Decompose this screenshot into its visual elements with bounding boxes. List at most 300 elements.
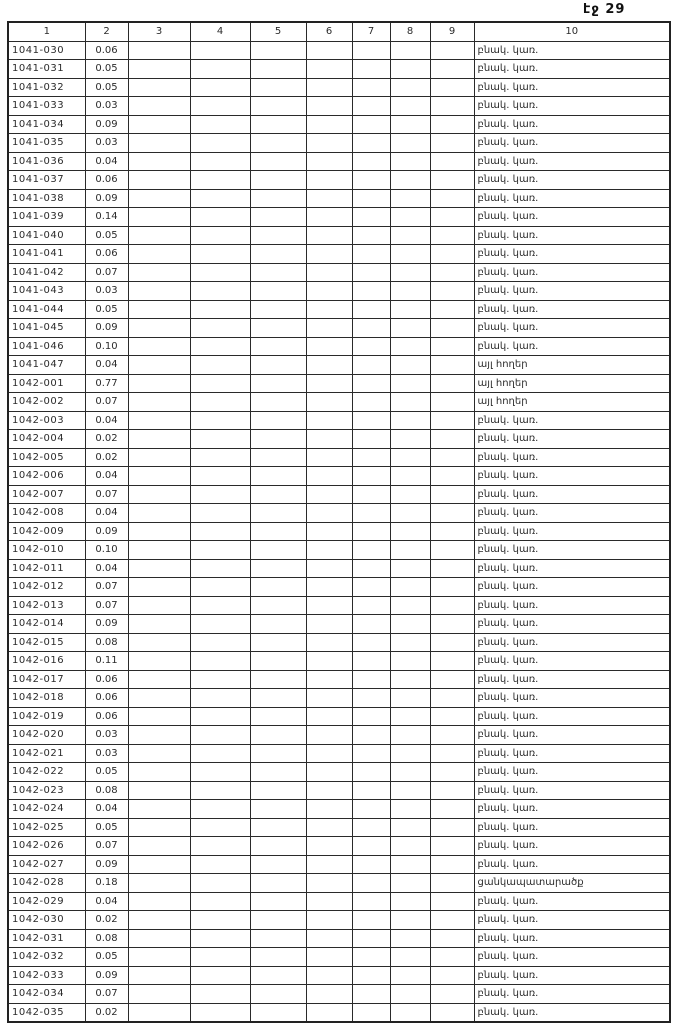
empty-cell: [352, 226, 390, 245]
empty-cell: [306, 485, 352, 504]
empty-cell: [390, 818, 430, 837]
empty-cell: [352, 171, 390, 190]
empty-cell: [250, 763, 306, 782]
row-id-cell: 1042-016: [8, 652, 85, 671]
empty-cell: [128, 948, 190, 967]
row-note-cell: բնակ. կառ.: [474, 115, 670, 134]
empty-cell: [306, 855, 352, 874]
empty-cell: [390, 744, 430, 763]
table-row: [8, 948, 670, 967]
row-value-cell: 0.07: [85, 596, 128, 615]
row-note-cell: այլ հողեր: [474, 374, 670, 393]
empty-cell: [306, 115, 352, 134]
empty-cell: [190, 689, 250, 708]
empty-cell: [250, 282, 306, 301]
empty-cell: [390, 1003, 430, 1022]
empty-cell: [250, 485, 306, 504]
table-row: [8, 670, 670, 689]
row-id-cell: 1042-025: [8, 818, 85, 837]
empty-cell: [306, 578, 352, 597]
table-row: [8, 78, 670, 97]
table-row: [8, 800, 670, 819]
empty-cell: [128, 282, 190, 301]
table-row: [8, 781, 670, 800]
row-id-cell: 1042-021: [8, 744, 85, 763]
empty-cell: [128, 356, 190, 375]
cadastre-table: [7, 21, 671, 1023]
empty-cell: [306, 800, 352, 819]
table-row: [8, 1003, 670, 1022]
empty-cell: [128, 485, 190, 504]
empty-cell: [390, 615, 430, 634]
empty-cell: [430, 744, 474, 763]
column-header: 9: [430, 22, 474, 41]
empty-cell: [190, 966, 250, 985]
row-id-cell: 1041-038: [8, 189, 85, 208]
table-row: [8, 615, 670, 634]
row-id-cell: 1042-032: [8, 948, 85, 967]
row-note-cell: բնակ. կառ.: [474, 911, 670, 930]
header-row: [8, 22, 670, 41]
empty-cell: [430, 411, 474, 430]
row-note-cell: բնակ. կառ.: [474, 430, 670, 449]
empty-cell: [352, 985, 390, 1004]
empty-cell: [430, 263, 474, 282]
empty-cell: [128, 985, 190, 1004]
row-note-cell: այլ հողեր: [474, 356, 670, 375]
row-note-cell: բնակ. կառ.: [474, 134, 670, 153]
empty-cell: [128, 652, 190, 671]
table-row: [8, 152, 670, 171]
empty-cell: [128, 300, 190, 319]
row-note-cell: բնակ. կառ.: [474, 541, 670, 560]
empty-cell: [352, 948, 390, 967]
empty-cell: [190, 78, 250, 97]
empty-cell: [352, 670, 390, 689]
empty-cell: [190, 467, 250, 486]
row-id-cell: 1042-010: [8, 541, 85, 560]
empty-cell: [390, 337, 430, 356]
table-row: [8, 356, 670, 375]
empty-cell: [430, 689, 474, 708]
row-id-cell: 1041-030: [8, 41, 85, 60]
row-value-cell: 0.06: [85, 41, 128, 60]
empty-cell: [430, 356, 474, 375]
empty-cell: [190, 134, 250, 153]
empty-cell: [352, 966, 390, 985]
row-note-cell: բնակ. կառ.: [474, 208, 670, 227]
empty-cell: [190, 411, 250, 430]
empty-cell: [306, 522, 352, 541]
empty-cell: [306, 374, 352, 393]
empty-cell: [352, 208, 390, 227]
empty-cell: [352, 78, 390, 97]
empty-cell: [250, 966, 306, 985]
row-value-cell: 0.05: [85, 763, 128, 782]
table-row: [8, 226, 670, 245]
empty-cell: [352, 504, 390, 523]
empty-cell: [128, 763, 190, 782]
table-row: [8, 448, 670, 467]
row-value-cell: 0.04: [85, 800, 128, 819]
empty-cell: [306, 892, 352, 911]
empty-cell: [250, 633, 306, 652]
empty-cell: [250, 818, 306, 837]
empty-cell: [352, 1003, 390, 1022]
empty-cell: [390, 226, 430, 245]
table-row: [8, 633, 670, 652]
empty-cell: [128, 97, 190, 116]
empty-cell: [390, 948, 430, 967]
row-id-cell: 1041-043: [8, 282, 85, 301]
empty-cell: [190, 985, 250, 1004]
table-row: [8, 578, 670, 597]
table-row: [8, 707, 670, 726]
empty-cell: [430, 633, 474, 652]
row-id-cell: 1042-012: [8, 578, 85, 597]
row-note-cell: բնակ. կառ.: [474, 226, 670, 245]
empty-cell: [430, 1003, 474, 1022]
table-row: [8, 430, 670, 449]
empty-cell: [250, 652, 306, 671]
empty-cell: [306, 707, 352, 726]
row-note-cell: բնակ. կառ.: [474, 633, 670, 652]
empty-cell: [390, 300, 430, 319]
row-note-cell: բնակ. կառ.: [474, 467, 670, 486]
row-note-cell: բնակ. կառ.: [474, 485, 670, 504]
empty-cell: [250, 97, 306, 116]
table-row: [8, 374, 670, 393]
row-id-cell: 1042-009: [8, 522, 85, 541]
empty-cell: [390, 559, 430, 578]
row-note-cell: բնակ. կառ.: [474, 744, 670, 763]
empty-cell: [250, 115, 306, 134]
empty-cell: [128, 448, 190, 467]
empty-cell: [352, 245, 390, 264]
column-header: 4: [190, 22, 250, 41]
table-row: [8, 245, 670, 264]
row-value-cell: 0.03: [85, 744, 128, 763]
empty-cell: [128, 726, 190, 745]
row-id-cell: 1041-039: [8, 208, 85, 227]
row-id-cell: 1042-013: [8, 596, 85, 615]
empty-cell: [352, 707, 390, 726]
row-value-cell: 0.04: [85, 504, 128, 523]
empty-cell: [430, 966, 474, 985]
empty-cell: [250, 744, 306, 763]
row-note-cell: բնակ. կառ.: [474, 97, 670, 116]
empty-cell: [128, 818, 190, 837]
empty-cell: [430, 189, 474, 208]
table-row: [8, 300, 670, 319]
row-id-cell: 1041-032: [8, 78, 85, 97]
row-id-cell: 1042-006: [8, 467, 85, 486]
empty-cell: [352, 300, 390, 319]
empty-cell: [430, 337, 474, 356]
empty-cell: [190, 152, 250, 171]
empty-cell: [390, 837, 430, 856]
row-note-cell: բնակ. կառ.: [474, 504, 670, 523]
empty-cell: [306, 948, 352, 967]
row-value-cell: 0.06: [85, 171, 128, 190]
empty-cell: [250, 374, 306, 393]
empty-cell: [352, 652, 390, 671]
table-row: [8, 541, 670, 560]
empty-cell: [250, 929, 306, 948]
table-row: [8, 411, 670, 430]
column-header: 6: [306, 22, 352, 41]
empty-cell: [390, 134, 430, 153]
row-value-cell: 0.07: [85, 393, 128, 412]
empty-cell: [190, 559, 250, 578]
row-value-cell: 0.09: [85, 319, 128, 338]
empty-cell: [190, 818, 250, 837]
row-note-cell: բնակ. կառ.: [474, 245, 670, 264]
empty-cell: [128, 134, 190, 153]
row-note-cell: բնակ. կառ.: [474, 929, 670, 948]
row-note-cell: բնակ. կառ.: [474, 966, 670, 985]
empty-cell: [250, 60, 306, 79]
table-row: [8, 263, 670, 282]
empty-cell: [250, 356, 306, 375]
row-value-cell: 0.03: [85, 282, 128, 301]
table-row: [8, 282, 670, 301]
table-row: [8, 596, 670, 615]
empty-cell: [250, 892, 306, 911]
row-note-cell: բնակ. կառ.: [474, 60, 670, 79]
empty-cell: [352, 781, 390, 800]
empty-cell: [430, 485, 474, 504]
empty-cell: [430, 430, 474, 449]
empty-cell: [250, 189, 306, 208]
row-value-cell: 0.05: [85, 818, 128, 837]
empty-cell: [390, 689, 430, 708]
empty-cell: [430, 763, 474, 782]
empty-cell: [390, 781, 430, 800]
empty-cell: [128, 800, 190, 819]
empty-cell: [352, 282, 390, 301]
empty-cell: [306, 596, 352, 615]
empty-cell: [430, 800, 474, 819]
column-header: 2: [85, 22, 128, 41]
empty-cell: [306, 430, 352, 449]
empty-cell: [352, 430, 390, 449]
empty-cell: [306, 152, 352, 171]
empty-cell: [352, 726, 390, 745]
row-value-cell: 0.02: [85, 911, 128, 930]
empty-cell: [190, 929, 250, 948]
empty-cell: [128, 966, 190, 985]
empty-cell: [306, 781, 352, 800]
empty-cell: [190, 504, 250, 523]
empty-cell: [430, 559, 474, 578]
empty-cell: [306, 171, 352, 190]
empty-cell: [306, 615, 352, 634]
row-value-cell: 0.05: [85, 226, 128, 245]
empty-cell: [352, 837, 390, 856]
empty-cell: [430, 300, 474, 319]
row-value-cell: 0.02: [85, 1003, 128, 1022]
empty-cell: [390, 596, 430, 615]
empty-cell: [430, 448, 474, 467]
empty-cell: [306, 263, 352, 282]
row-value-cell: 0.02: [85, 430, 128, 449]
empty-cell: [190, 707, 250, 726]
empty-cell: [128, 892, 190, 911]
empty-cell: [352, 892, 390, 911]
empty-cell: [390, 467, 430, 486]
empty-cell: [128, 559, 190, 578]
empty-cell: [250, 448, 306, 467]
row-id-cell: 1041-036: [8, 152, 85, 171]
table-row: [8, 337, 670, 356]
empty-cell: [390, 707, 430, 726]
empty-cell: [390, 152, 430, 171]
row-value-cell: 0.03: [85, 726, 128, 745]
empty-cell: [352, 263, 390, 282]
table-row: [8, 855, 670, 874]
empty-cell: [390, 892, 430, 911]
empty-cell: [390, 60, 430, 79]
row-id-cell: 1042-020: [8, 726, 85, 745]
empty-cell: [430, 374, 474, 393]
row-id-cell: 1042-031: [8, 929, 85, 948]
row-id-cell: 1042-028: [8, 874, 85, 893]
empty-cell: [306, 633, 352, 652]
empty-cell: [250, 300, 306, 319]
empty-cell: [128, 522, 190, 541]
empty-cell: [390, 763, 430, 782]
empty-cell: [250, 800, 306, 819]
row-id-cell: 1041-045: [8, 319, 85, 338]
empty-cell: [430, 78, 474, 97]
table-row: [8, 60, 670, 79]
empty-cell: [306, 929, 352, 948]
empty-cell: [250, 245, 306, 264]
empty-cell: [390, 800, 430, 819]
row-value-cell: 0.05: [85, 300, 128, 319]
table-row: [8, 393, 670, 412]
empty-cell: [430, 948, 474, 967]
empty-cell: [430, 818, 474, 837]
table-row: [8, 467, 670, 486]
empty-cell: [128, 633, 190, 652]
empty-cell: [190, 541, 250, 560]
empty-cell: [306, 763, 352, 782]
row-note-cell: բնակ. կառ.: [474, 763, 670, 782]
row-note-cell: բնակ. կառ.: [474, 818, 670, 837]
row-note-cell: այլ հողեր: [474, 393, 670, 412]
empty-cell: [128, 929, 190, 948]
row-note-cell: բնակ. կառ.: [474, 282, 670, 301]
row-value-cell: 0.18: [85, 874, 128, 893]
row-note-cell: բնակ. կառ.: [474, 596, 670, 615]
empty-cell: [190, 319, 250, 338]
empty-cell: [250, 337, 306, 356]
empty-cell: [306, 818, 352, 837]
empty-cell: [430, 781, 474, 800]
row-note-cell: բնակ. կառ.: [474, 670, 670, 689]
empty-cell: [250, 319, 306, 338]
empty-cell: [390, 652, 430, 671]
empty-cell: [250, 152, 306, 171]
empty-cell: [430, 97, 474, 116]
row-note-cell: բնակ. կառ.: [474, 707, 670, 726]
empty-cell: [430, 652, 474, 671]
empty-cell: [190, 448, 250, 467]
table-row: [8, 911, 670, 930]
row-note-cell: բնակ. կառ.: [474, 781, 670, 800]
column-header: 8: [390, 22, 430, 41]
empty-cell: [390, 245, 430, 264]
empty-cell: [390, 504, 430, 523]
row-value-cell: 0.06: [85, 245, 128, 264]
row-note-cell: բնակ. կառ.: [474, 41, 670, 60]
table-row: [8, 652, 670, 671]
row-value-cell: 0.07: [85, 578, 128, 597]
empty-cell: [250, 670, 306, 689]
row-value-cell: 0.08: [85, 781, 128, 800]
empty-cell: [190, 652, 250, 671]
row-note-cell: բնակ. կառ.: [474, 319, 670, 338]
row-value-cell: 0.09: [85, 522, 128, 541]
row-value-cell: 0.09: [85, 855, 128, 874]
row-value-cell: 0.05: [85, 948, 128, 967]
row-note-cell: ցանկապատարածք: [474, 874, 670, 893]
empty-cell: [250, 855, 306, 874]
row-value-cell: 0.05: [85, 78, 128, 97]
empty-cell: [250, 948, 306, 967]
empty-cell: [430, 578, 474, 597]
empty-cell: [190, 615, 250, 634]
empty-cell: [128, 578, 190, 597]
empty-cell: [306, 874, 352, 893]
empty-cell: [250, 689, 306, 708]
empty-cell: [352, 615, 390, 634]
empty-cell: [250, 171, 306, 190]
table-row: [8, 929, 670, 948]
empty-cell: [390, 633, 430, 652]
empty-cell: [190, 245, 250, 264]
row-id-cell: 1042-003: [8, 411, 85, 430]
row-value-cell: 0.03: [85, 97, 128, 116]
empty-cell: [128, 874, 190, 893]
empty-cell: [390, 411, 430, 430]
row-id-cell: 1042-017: [8, 670, 85, 689]
row-note-cell: բնակ. կառ.: [474, 652, 670, 671]
empty-cell: [190, 393, 250, 412]
empty-cell: [352, 41, 390, 60]
row-value-cell: 0.14: [85, 208, 128, 227]
empty-cell: [250, 559, 306, 578]
row-value-cell: 0.10: [85, 337, 128, 356]
row-value-cell: 0.04: [85, 892, 128, 911]
empty-cell: [390, 356, 430, 375]
column-header: 5: [250, 22, 306, 41]
row-id-cell: 1042-022: [8, 763, 85, 782]
empty-cell: [390, 929, 430, 948]
row-id-cell: 1042-030: [8, 911, 85, 930]
empty-cell: [250, 411, 306, 430]
empty-cell: [128, 504, 190, 523]
row-id-cell: 1042-007: [8, 485, 85, 504]
row-id-cell: 1042-008: [8, 504, 85, 523]
empty-cell: [128, 615, 190, 634]
empty-cell: [390, 393, 430, 412]
row-value-cell: 0.07: [85, 985, 128, 1004]
empty-cell: [128, 837, 190, 856]
empty-cell: [128, 374, 190, 393]
